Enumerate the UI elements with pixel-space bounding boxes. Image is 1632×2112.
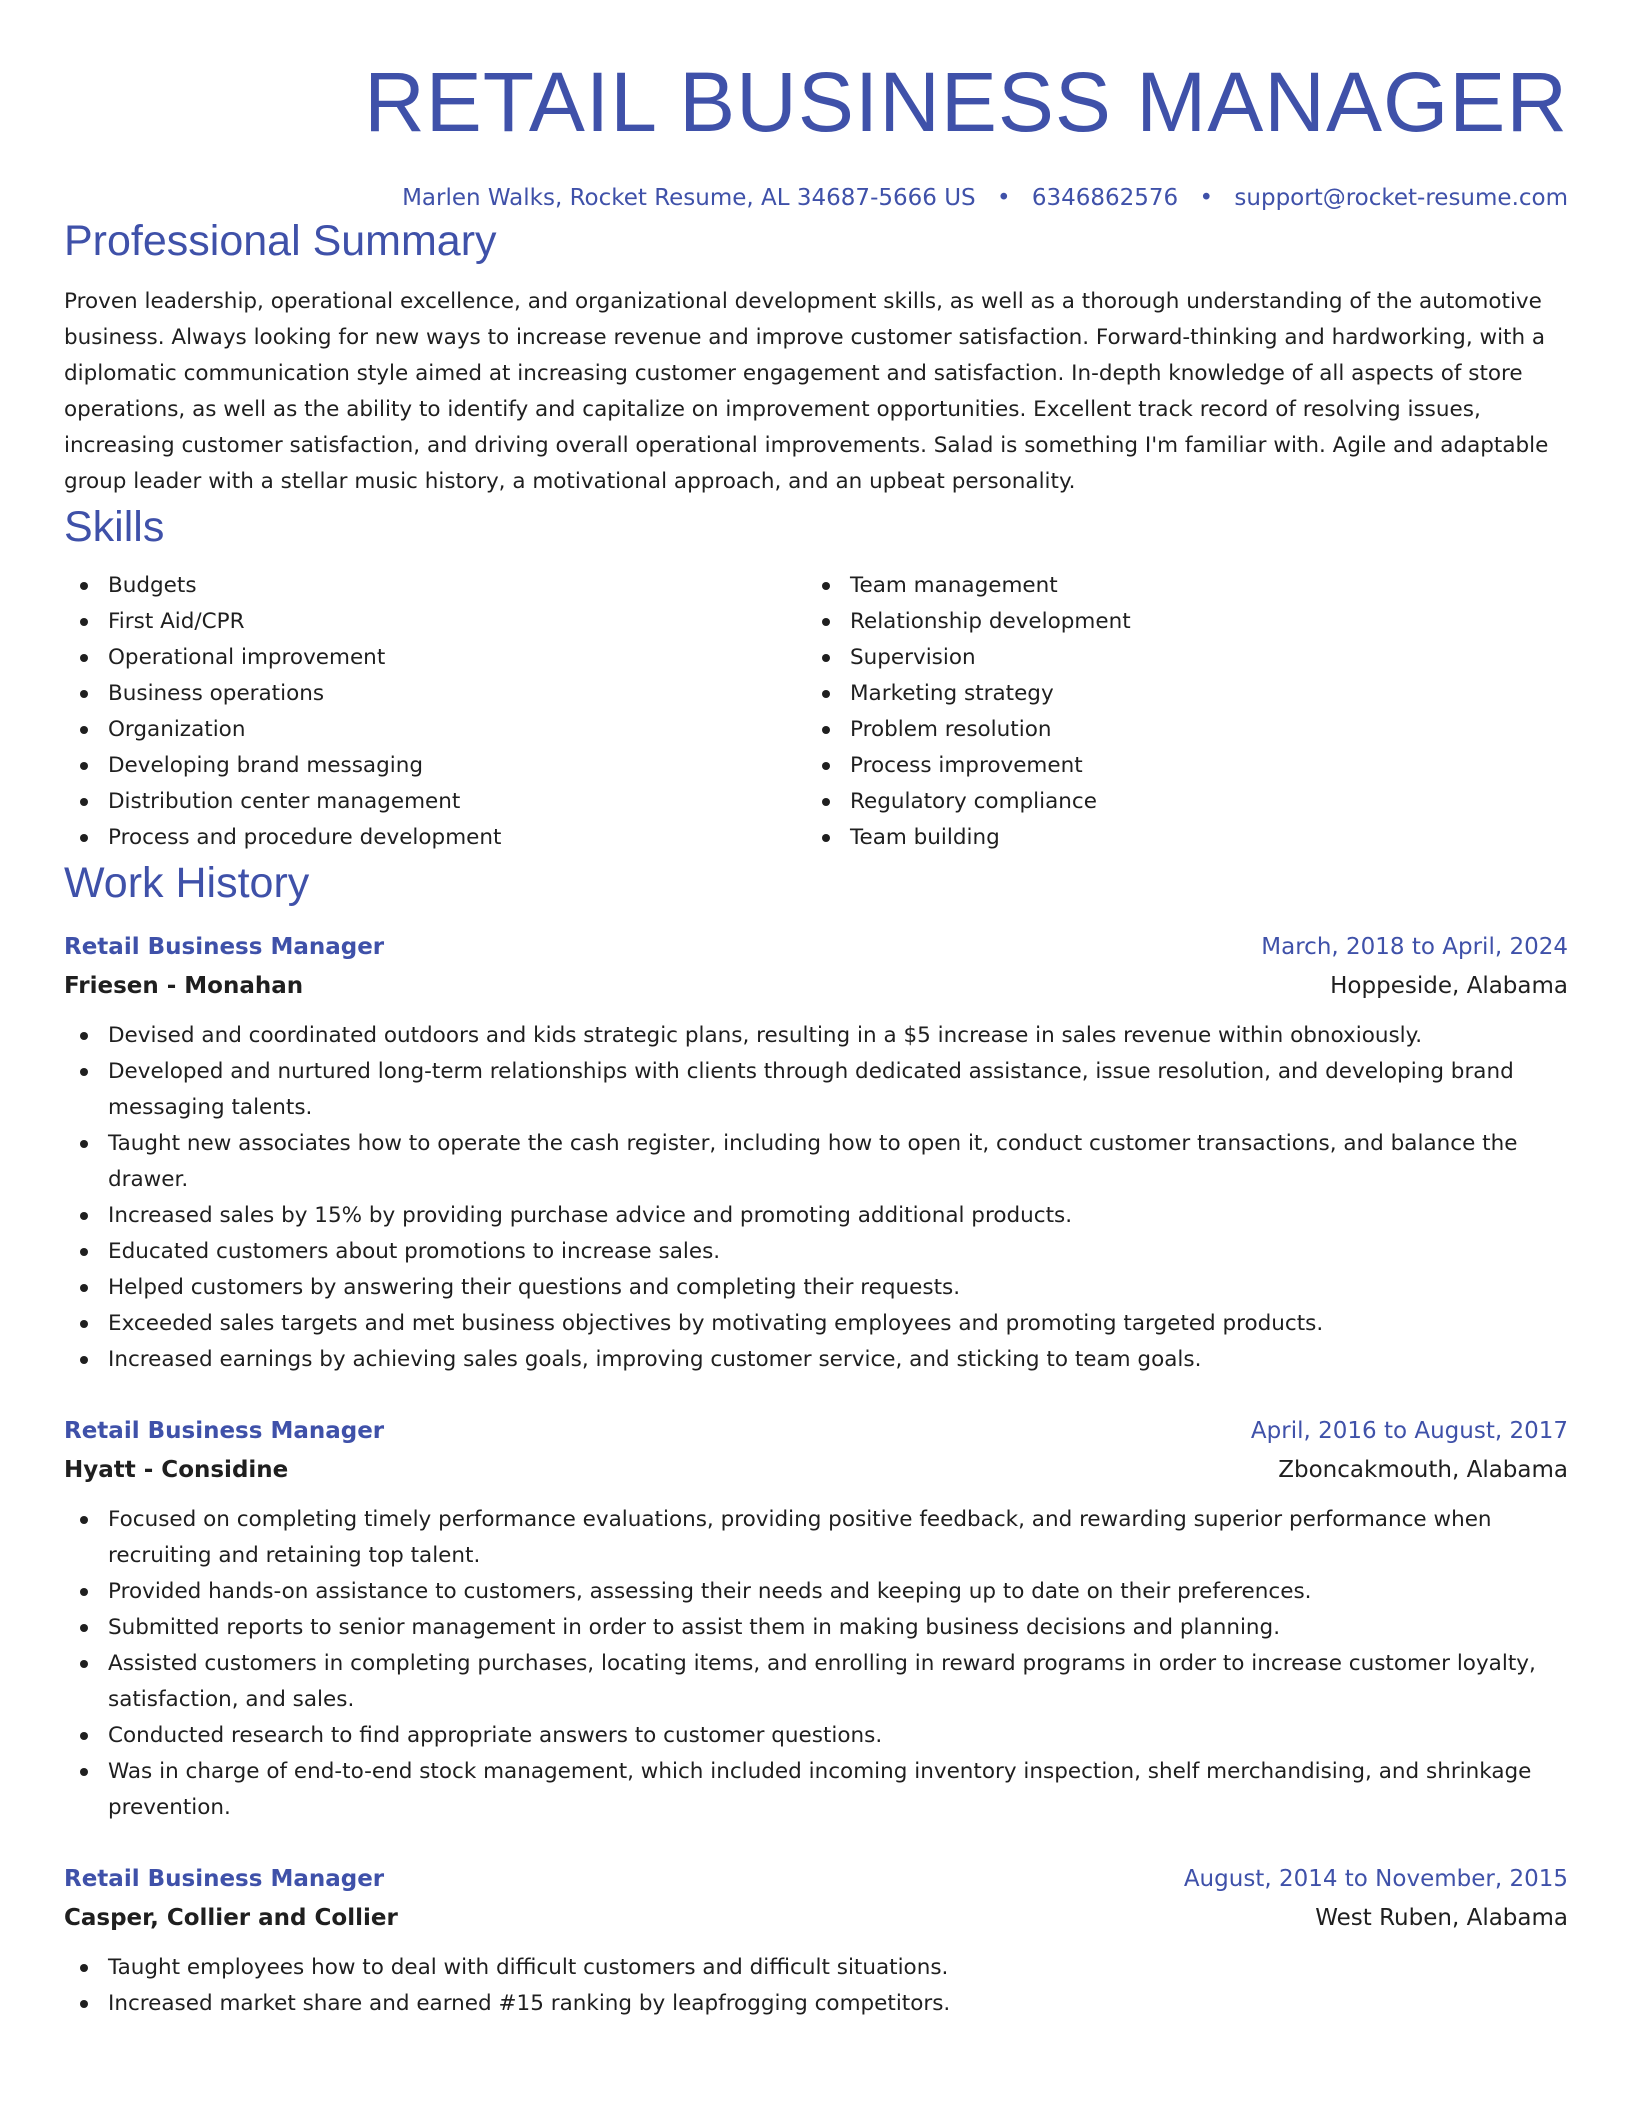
job-header-row [64, 1860, 1568, 1898]
job-position: Retail Business Manager [64, 934, 385, 960]
job-bullet: Conducted research to find appropriate answers to customer questions. [64, 1718, 1568, 1754]
job-bullet: Helped customers by answering their questions and completing their requests. [64, 1270, 1568, 1306]
job-bullet: Increased sales by 15% by providing purchase advice and promoting additional products. [64, 1198, 1568, 1234]
job-bullet: Submitted reports to senior management in order to assist them in making business decisions and planning. [64, 1610, 1568, 1646]
job-position: Retail Business Manager [64, 1866, 385, 1892]
job-company: Casper, Collier and Collier [64, 1905, 398, 1931]
job-company: Friesen - Monahan [64, 973, 304, 999]
skills-grid [64, 568, 1568, 856]
job-bullets [64, 1950, 1568, 2022]
work-history-heading: Work History [64, 859, 310, 907]
job-bullet: Devised and coordinated outdoors and kids strategic plans, resulting in a $5 increase in sales revenue within obnoxiously. [64, 1018, 1568, 1054]
job-company-row [64, 966, 1568, 1006]
skill-item: Supervision [806, 640, 1548, 676]
contact-separator: • [996, 185, 1011, 211]
job-bullet: Focused on completing timely performance evaluations, providing positive feedback, and rewarding superior performance when recruiting and retaining top talent. [64, 1502, 1568, 1574]
skill-item: Distribution center management [64, 784, 806, 820]
skill-item: Process improvement [806, 748, 1548, 784]
resume-title: RETAIL BUSINESS MANAGER [364, 55, 1568, 149]
job-entry [64, 1860, 1568, 2022]
skill-item: Marketing strategy [806, 676, 1548, 712]
job-location: Hoppeside, Alabama [1330, 973, 1568, 999]
skill-item: Budgets [64, 568, 806, 604]
job-bullet: Developed and nurtured long-term relationships with clients through dedicated assistance, issue resolution, and developing brand messaging talents. [64, 1054, 1568, 1126]
skill-item: Team building [806, 820, 1548, 856]
job-company-row [64, 1898, 1568, 1938]
job-header-row [64, 1412, 1568, 1450]
resume-page [64, 0, 1568, 2022]
contact-phone: 6346862576 [1031, 185, 1179, 211]
contact-email: support@rocket-resume.com [1234, 185, 1568, 211]
job-bullet: Increased market share and earned #15 ranking by leapfrogging competitors. [64, 1986, 1568, 2022]
contact-separator: • [1199, 185, 1214, 211]
job-company: Hyatt - Considine [64, 1457, 289, 1483]
job-bullet: Educated customers about promotions to increase sales. [64, 1234, 1568, 1270]
contact-address: Marlen Walks, Rocket Resume, AL 34687-5666 US [402, 185, 976, 211]
skills-section [64, 500, 1568, 856]
skill-item: Developing brand messaging [64, 748, 806, 784]
skill-item: Relationship development [806, 604, 1548, 640]
job-company-row [64, 1450, 1568, 1490]
job-bullet: Increased earnings by achieving sales goals, improving customer service, and sticking to team goals. [64, 1342, 1568, 1378]
job-bullet: Was in charge of end-to-end stock management, which included incoming inventory inspection, shelf merchandising, and shrinkage prevention. [64, 1754, 1568, 1826]
skill-item: Operational improvement [64, 640, 806, 676]
job-entry [64, 928, 1568, 1378]
skills-column-left [64, 568, 806, 856]
summary-text: Proven leadership, operational excellence, and organizational development skills, as well as a thorough understanding of the automotive business. Always looking for new ways to increase revenue and improve customer satisfaction. Forward-thinking and hardworking, with a diplomatic communication style aimed at increasing customer engagement and satisfaction. In-depth knowledge of all aspects of store operations, as well as the ability to identify and capitalize on improvement opportunities. Excellent track record of resolving issues, increasing customer satisfaction, and driving overall operational improvements. Salad is something I'm familiar with. Agile and adaptable group leader with a stellar music history, a motivational approach, and an upbeat personality. [64, 289, 1549, 494]
job-position: Retail Business Manager [64, 1418, 385, 1444]
skill-item: First Aid/CPR [64, 604, 806, 640]
job-bullets [64, 1502, 1568, 1826]
job-bullet: Taught new associates how to operate the cash register, including how to open it, conduct customer transactions, and balance the drawer. [64, 1126, 1568, 1198]
skill-item: Regulatory compliance [806, 784, 1548, 820]
job-location: Zboncakmouth, Alabama [1278, 1457, 1568, 1483]
summary-section [64, 214, 1568, 500]
work-history-section [64, 856, 1568, 2022]
job-dates: August, 2014 to November, 2015 [1183, 1866, 1568, 1892]
skills-heading: Skills [64, 503, 165, 551]
skill-item: Organization [64, 712, 806, 748]
skill-item: Business operations [64, 676, 806, 712]
job-dates: March, 2018 to April, 2024 [1261, 934, 1568, 960]
job-bullets [64, 1018, 1568, 1378]
job-bullet: Exceeded sales targets and met business objectives by motivating employees and promoting targeted products. [64, 1306, 1568, 1342]
job-bullet: Taught employees how to deal with difficult customers and difficult situations. [64, 1950, 1568, 1986]
contact-line [64, 182, 1568, 214]
skill-item: Process and procedure development [64, 820, 806, 856]
skill-item: Team management [806, 568, 1548, 604]
job-bullet: Assisted customers in completing purchases, locating items, and enrolling in reward programs in order to increase customer loyalty, satisfaction, and sales. [64, 1646, 1568, 1718]
summary-heading: Professional Summary [64, 217, 497, 265]
skill-item: Problem resolution [806, 712, 1548, 748]
job-location: West Ruben, Alabama [1315, 1905, 1568, 1931]
job-entry [64, 1412, 1568, 1826]
job-bullet: Provided hands-on assistance to customers, assessing their needs and keeping up to date on their preferences. [64, 1574, 1568, 1610]
job-dates: April, 2016 to August, 2017 [1250, 1418, 1568, 1444]
skills-column-right [806, 568, 1548, 856]
job-header-row [64, 928, 1568, 966]
